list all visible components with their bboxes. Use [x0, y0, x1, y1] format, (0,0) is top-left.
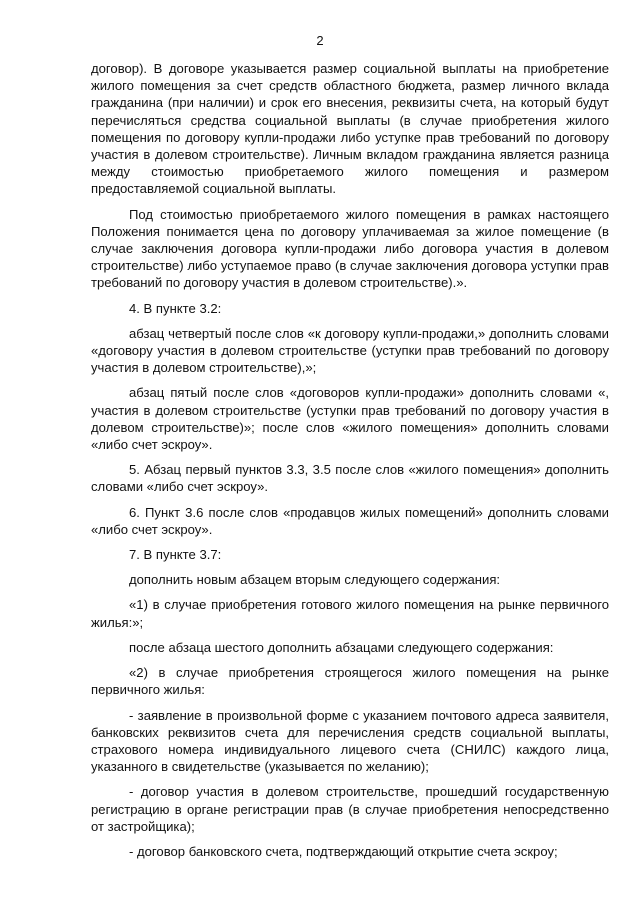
paragraph-13: - заявление в произвольной форме с указанием почтового адреса заявителя, банковских реквизитов счета для перечисления средств социальной выплаты, страхового номера индивидуального лицевого счета (СНИЛС) каждого лица, указанного в свидетельстве (указывается по желанию);	[91, 707, 609, 775]
paragraph-4: абзац четвертый после слов «к договору купли-продажи,» дополнить словами «договору участия в долевом строительстве (уступки прав требований по договору участия в долевом строительстве),»;	[91, 325, 609, 376]
paragraph-5: абзац пятый после слов «договоров купли-продажи» дополнить словами «, участия в долевом строительстве (уступки прав требований по договору участия в долевом строительстве)»; после слов «жилого помещения» дополнить словами «либо счет эскроу».	[91, 385, 609, 453]
paragraph-3: 4. В пункте 3.2:	[129, 300, 222, 316]
paragraph-1: договор). В договоре указывается размер социальной выплаты на приобретение жилого помещения за счет средств областного бюджета, размер личного вклада гражданина (при наличии) и срок его внесения, реквизиты счета, на который будут перечисляться средства социальной выплаты (в случае приобретения жилого помещения по договору купли-продажи либо уступке прав требований по договору участия в долевом строительстве). Личным вкладом гражданина является разница между стоимостью приобретаемого жилого помещения и размером предоставляемой социальной выплаты.	[91, 61, 609, 197]
document-body	[91, 60, 609, 868]
page-number: 2	[316, 33, 324, 48]
paragraph-10: «1) в случае приобретения готового жилого помещения на рынке первичного жилья:»;	[91, 597, 609, 630]
paragraph-15: - договор банковского счета, подтверждающий открытие счета эскроу;	[129, 843, 558, 859]
paragraph-12: «2) в случае приобретения строящегося жилого помещения на рынке первичного жилья:	[91, 665, 609, 698]
paragraph-7: 6. Пункт 3.6 после слов «продавцов жилых помещений» дополнить словами «либо счет эскроу».	[91, 504, 609, 537]
paragraph-14: - договор участия в долевом строительстве, прошедший государственную регистрацию в органе регистрации прав (в случае приобретения непосредственно от застройщика);	[91, 784, 609, 834]
paragraph-6: 5. Абзац первый пунктов 3.3, 3.5 после слов «жилого помещения» дополнить словами «либо счет эскроу».	[91, 462, 609, 495]
paragraph-11: после абзаца шестого дополнить абзацами следующего содержания:	[129, 639, 554, 655]
paragraph-2: Под стоимостью приобретаемого жилого помещения в рамках настоящего Положения понимается цена по договору уплачиваемая за жилое помещение (в случае заключения договора купли-продажи либо договора участия в долевом строительстве) либо уступаемое право (в случае заключения договора уступки прав требований по договору участия в долевом строительстве).».	[91, 206, 609, 291]
paragraph-9: дополнить новым абзацем вторым следующего содержания:	[129, 572, 501, 588]
paragraph-8: 7. В пункте 3.7:	[129, 547, 222, 563]
